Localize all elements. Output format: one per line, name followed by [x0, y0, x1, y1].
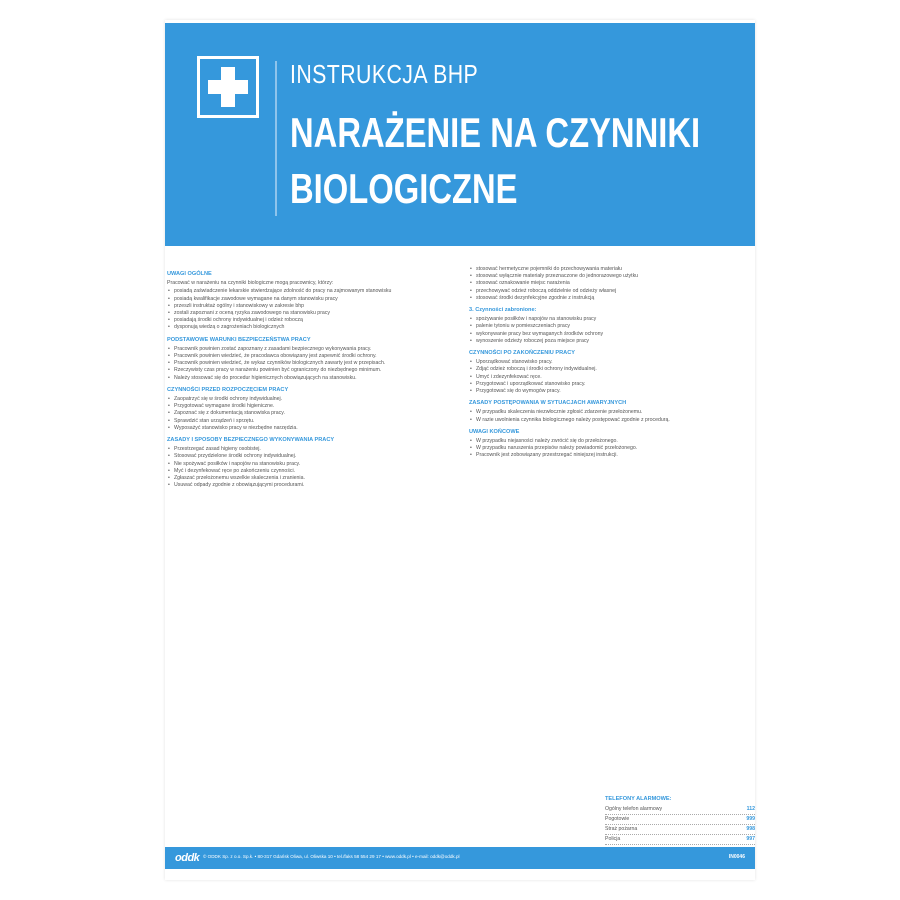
list-item: • wynoszenie odzieży roboczej poza miejsce pracy — [469, 338, 745, 345]
phone-row — [605, 815, 755, 825]
list-item: • posiadą kwalifikacje zawodowe wymagane na danym stanowisku pracy — [167, 296, 443, 303]
list-item: • Pracownik jest zobowiązany przestrzegać niniejszej instrukcji. — [469, 452, 745, 459]
list-item: • W przypadku niejasności należy zwrócić się do przełożonego. — [469, 438, 745, 445]
list-item: • Rzeczywisty czas pracy w narażeniu powinien być ograniczony do niezbędnego minimum. — [167, 367, 443, 374]
section-heading: 3. Czynności zabronione: — [469, 307, 537, 314]
section-heading: UWAGI KOŃCOWE — [469, 428, 520, 435]
list-item: • wykonywanie pracy bez wymaganych środków ochrony — [469, 331, 745, 338]
list-item: • Zapoznać się z dokumentacją stanowiska pracy. — [167, 410, 443, 417]
list-item: • W przypadku naruszenia przepisów należy powiadomić przełożonego. — [469, 445, 745, 452]
list-item: • stosować środki dezynfekcyjne zgodnie z instrukcją — [469, 295, 745, 302]
phone-label: Straż pożarna — [605, 826, 638, 832]
list-item: • Uporządkować stanowisko pracy. — [469, 359, 745, 366]
section-heading: UWAGI OGÓLNE — [167, 271, 212, 277]
list-item: • Przygotować i uporządkować stanowisko pracy. — [469, 381, 745, 388]
list-item: • Zaopatrzyć się w środki ochrony indywidualnej. — [167, 396, 443, 403]
poster — [165, 20, 755, 880]
list-item: • Zgłaszać przełożonemu wszelkie skaleczenia i zranienia. — [167, 475, 443, 482]
header-title-line1: NARAŻENIE NA CZYNNIKI — [290, 109, 701, 156]
header-title — [290, 105, 700, 217]
phone-label: Policja — [605, 836, 621, 842]
list-item: • Pracownik powinien zostać zapoznany z zasadami bezpiecznego wykonywania pracy. — [167, 346, 443, 353]
list-item: • Pracownik powinien wiedzieć, że wykaz czynników biologicznych zawarty jest w przepisach. — [167, 360, 443, 367]
phone-number: 997 — [746, 836, 755, 842]
list-item: • Wyposażyć stanowisko pracy w niezbędne narzędzia. — [167, 425, 443, 432]
section-heading: CZYNNOŚCI PRZED ROZPOCZĘCIEM PRACY — [167, 386, 289, 393]
list-item: • Stosować przydzielone środki ochrony indywidualnej. — [167, 453, 443, 460]
section-heading: ZASADY I SPOSOBY BEZPIECZNEGO WYKONYWANIA PRACY — [167, 437, 335, 444]
list-item: • Przestrzegać zasad higieny osobistej. — [167, 446, 443, 453]
list-item: • posiadają środki ochrony indywidualnej i odzież roboczą — [167, 317, 443, 324]
list-item: • Sprawdzić stan urządzeń i sprzętu. — [167, 418, 443, 425]
oddk-logo: oddk — [175, 852, 200, 864]
phone-row — [605, 835, 755, 845]
section-heading: CZYNNOŚCI PO ZAKOŃCZENIU PRACY — [469, 350, 575, 357]
section-intro: Pracować w narażeniu na czynniki biologiczne mogą pracownicy, którzy: — [167, 280, 334, 287]
section-heading: ZASADY POSTĘPOWANIA W SYTUACJACH AWARYJNYCH — [469, 400, 627, 407]
list-item: • posiadą zaświadczenie lekarskie stwierdzające zdolność do pracy na zajmowanym stanowisku — [167, 288, 443, 295]
list-item: • Nie spożywać posiłków i napojów na stanowisku pracy. — [167, 461, 443, 468]
list-item: • Usuwać odpady zgodnie z obowiązującymi procedurami. — [167, 482, 443, 489]
header-divider — [275, 61, 277, 216]
instruction-body — [165, 266, 755, 851]
list-item: • W razie uwolnienia czynnika biologicznego należy postępować zgodnie z procedurą. — [469, 417, 745, 424]
list-item: • Umyć i zdezynfekować ręce. — [469, 374, 745, 381]
list-item: • Zdjąć odzież roboczą i środki ochrony indywidualnej. — [469, 366, 745, 373]
phone-number: 112 — [746, 806, 755, 812]
section-heading: PODSTAWOWE WARUNKI BEZPIECZEŃSTWA PRACY — [167, 336, 311, 343]
emergency-phones-title: TELEFONY ALARMOWE: — [605, 796, 672, 802]
list-item: • stosować wyłącznie materiały przeznaczone do jednorazowego użytku — [469, 273, 745, 280]
footer-address: © ODDK Sp. z o.o. Sp.k. • 80-317 Gdańsk Oliwa, ul. Oliwska 10 • tel./faks 58 554 29 17 • www.oddk.pl • e-mail: oddk@oddk.pl — [203, 854, 460, 859]
list-item: • Pracownik powinien wiedzieć, że pracodawca obowiązany jest zapewnić środki ochrony. — [167, 353, 443, 360]
phone-number: 998 — [746, 826, 755, 832]
list-item: • W przypadku skaleczenia niezwłocznie zgłosić zdarzenie przełożonemu. — [469, 409, 745, 416]
footer-bar — [165, 847, 755, 869]
phone-label: Pogotowie — [605, 816, 630, 822]
header-subtitle: INSTRUKCJA BHP — [290, 59, 479, 89]
phone-row — [605, 805, 755, 815]
list-item: • Przygotować wymagane środki higieniczne. — [167, 403, 443, 410]
product-code: IN0046 — [728, 854, 745, 860]
list-item: • Należy stosować się do procedur higienicznych obowiązujących na stanowisku. — [167, 375, 443, 382]
first-aid-cross-icon — [197, 56, 259, 118]
phone-row — [605, 825, 755, 835]
list-item: • stosować oznakowanie miejsc narażenia — [469, 280, 745, 287]
phone-number: 999 — [746, 816, 755, 822]
right-column — [469, 266, 745, 460]
list-item: • przechowywać odzież roboczą oddzielnie od odzieży własnej — [469, 288, 745, 295]
list-item: • palenie tytoniu w pomieszczeniach pracy — [469, 323, 745, 330]
header-banner — [165, 23, 755, 246]
phone-label: Ogólny telefon alarmowy — [605, 806, 663, 812]
left-column — [167, 266, 443, 489]
list-item: • dysponują wiedzą o zagrożeniach biologicznych — [167, 324, 443, 331]
list-item: • przeszli instruktaż ogólny i stanowiskowy w zakresie bhp — [167, 303, 443, 310]
list-item: • Przygotować się do wymogów pracy. — [469, 388, 745, 395]
list-item: • Myć i dezynfekować ręce po zakończeniu czynności. — [167, 468, 443, 475]
list-item: • spożywanie posiłków i napojów na stanowisku pracy — [469, 316, 745, 323]
list-item: • zostali zapoznani z oceną ryzyka zawodowego na stanowisku pracy — [167, 310, 443, 317]
header-title-line2: BIOLOGICZNE — [290, 165, 518, 212]
emergency-phones — [605, 796, 755, 845]
list-item: • stosować hermetyczne pojemniki do przechowywania materiału — [469, 266, 745, 273]
